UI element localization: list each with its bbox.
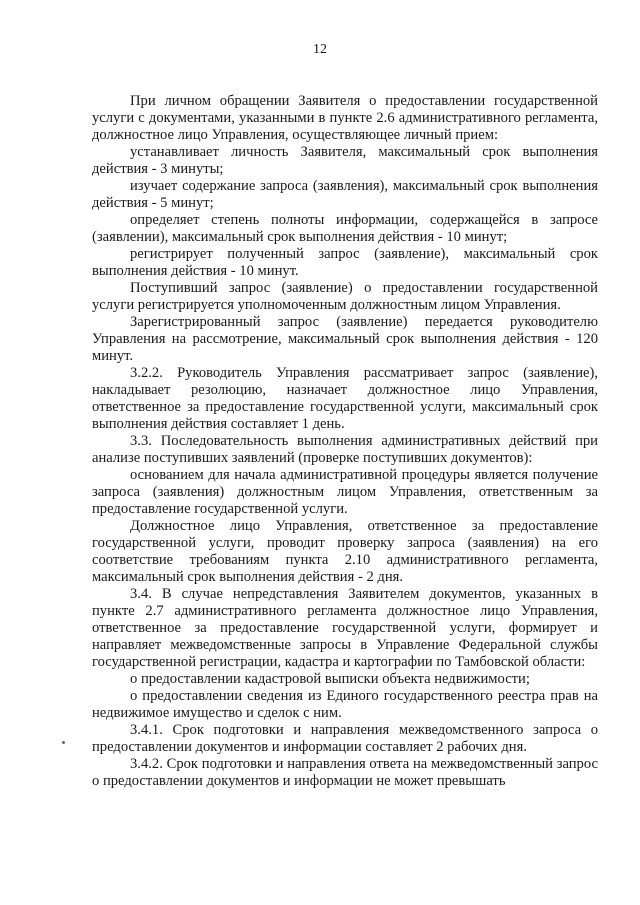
document-body bbox=[92, 93, 598, 790]
paragraph: Поступивший запрос (заявление) о предоставлении государственной услуги регистрируется уполномоченным должностным лицом Управления. bbox=[92, 280, 598, 313]
paragraph: Должностное лицо Управления, ответственное за предоставление государственной услуги, проводит проверку запроса (заявления) на его соответствие требованиям пункта 2.10 административного регламента, максимальный срок выполнения действия - 2 дня. bbox=[92, 518, 598, 585]
paragraph: 3.4.1. Срок подготовки и направления межведомственного запроса о предоставлении документов и информации составляет 2 рабочих дня. bbox=[92, 722, 598, 755]
paragraph: о предоставлении сведения из Единого государственного реестра прав на недвижимое имущество и сделок с ним. bbox=[92, 688, 598, 721]
paragraph: изучает содержание запроса (заявления), максимальный срок выполнения действия - 5 минут; bbox=[92, 178, 598, 211]
paragraph: При личном обращении Заявителя о предоставлении государственной услуги с документами, указанными в пункте 2.6 административного регламента, должностное лицо Управления, осуществляющее личный прием: bbox=[92, 93, 598, 143]
margin-dot-mark bbox=[62, 741, 65, 744]
paragraph: Зарегистрированный запрос (заявление) передается руководителю Управления на рассмотрение, максимальный срок выполнения действия - 120 минут. bbox=[92, 314, 598, 364]
paragraph: определяет степень полноты информации, содержащейся в запросе (заявлении), максимальный срок выполнения действия - 10 минут; bbox=[92, 212, 598, 245]
paragraph: 3.4. В случае непредставления Заявителем документов, указанных в пункте 2.7 административного регламента должностное лицо Управления, ответственное за предоставление государственной услуги, формирует и направляет межведомственные запросы в Управление Федеральной службы государственной регистрации, кадастра и картографии по Тамбовской области: bbox=[92, 586, 598, 670]
page-number: 12 bbox=[313, 42, 327, 57]
paragraph: основанием для начала административной процедуры является получение запроса (заявления) должностным лицом Управления, ответственным за предоставление государственной услуги. bbox=[92, 467, 598, 517]
paragraph: о предоставлении кадастровой выписки объекта недвижимости; bbox=[130, 671, 530, 687]
paragraph: регистрирует полученный запрос (заявление), максимальный срок выполнения действия - 10 минут. bbox=[92, 246, 598, 279]
paragraph: 3.4.2. Срок подготовки и направления ответа на межведомственный запрос о предоставлении документов и информации не может превышать bbox=[92, 756, 598, 789]
paragraph: устанавливает личность Заявителя, максимальный срок выполнения действия - 3 минуты; bbox=[92, 144, 598, 177]
paragraph: 3.2.2. Руководитель Управления рассматривает запрос (заявление), накладывает резолюцию, назначает должностное лицо Управления, ответственное за предоставление государственной услуги, максимальный срок выполнения действия составляет 1 день. bbox=[92, 365, 598, 432]
paragraph: 3.3. Последовательность выполнения административных действий при анализе поступивших заявлений (проверке поступивших документов): bbox=[92, 433, 598, 466]
